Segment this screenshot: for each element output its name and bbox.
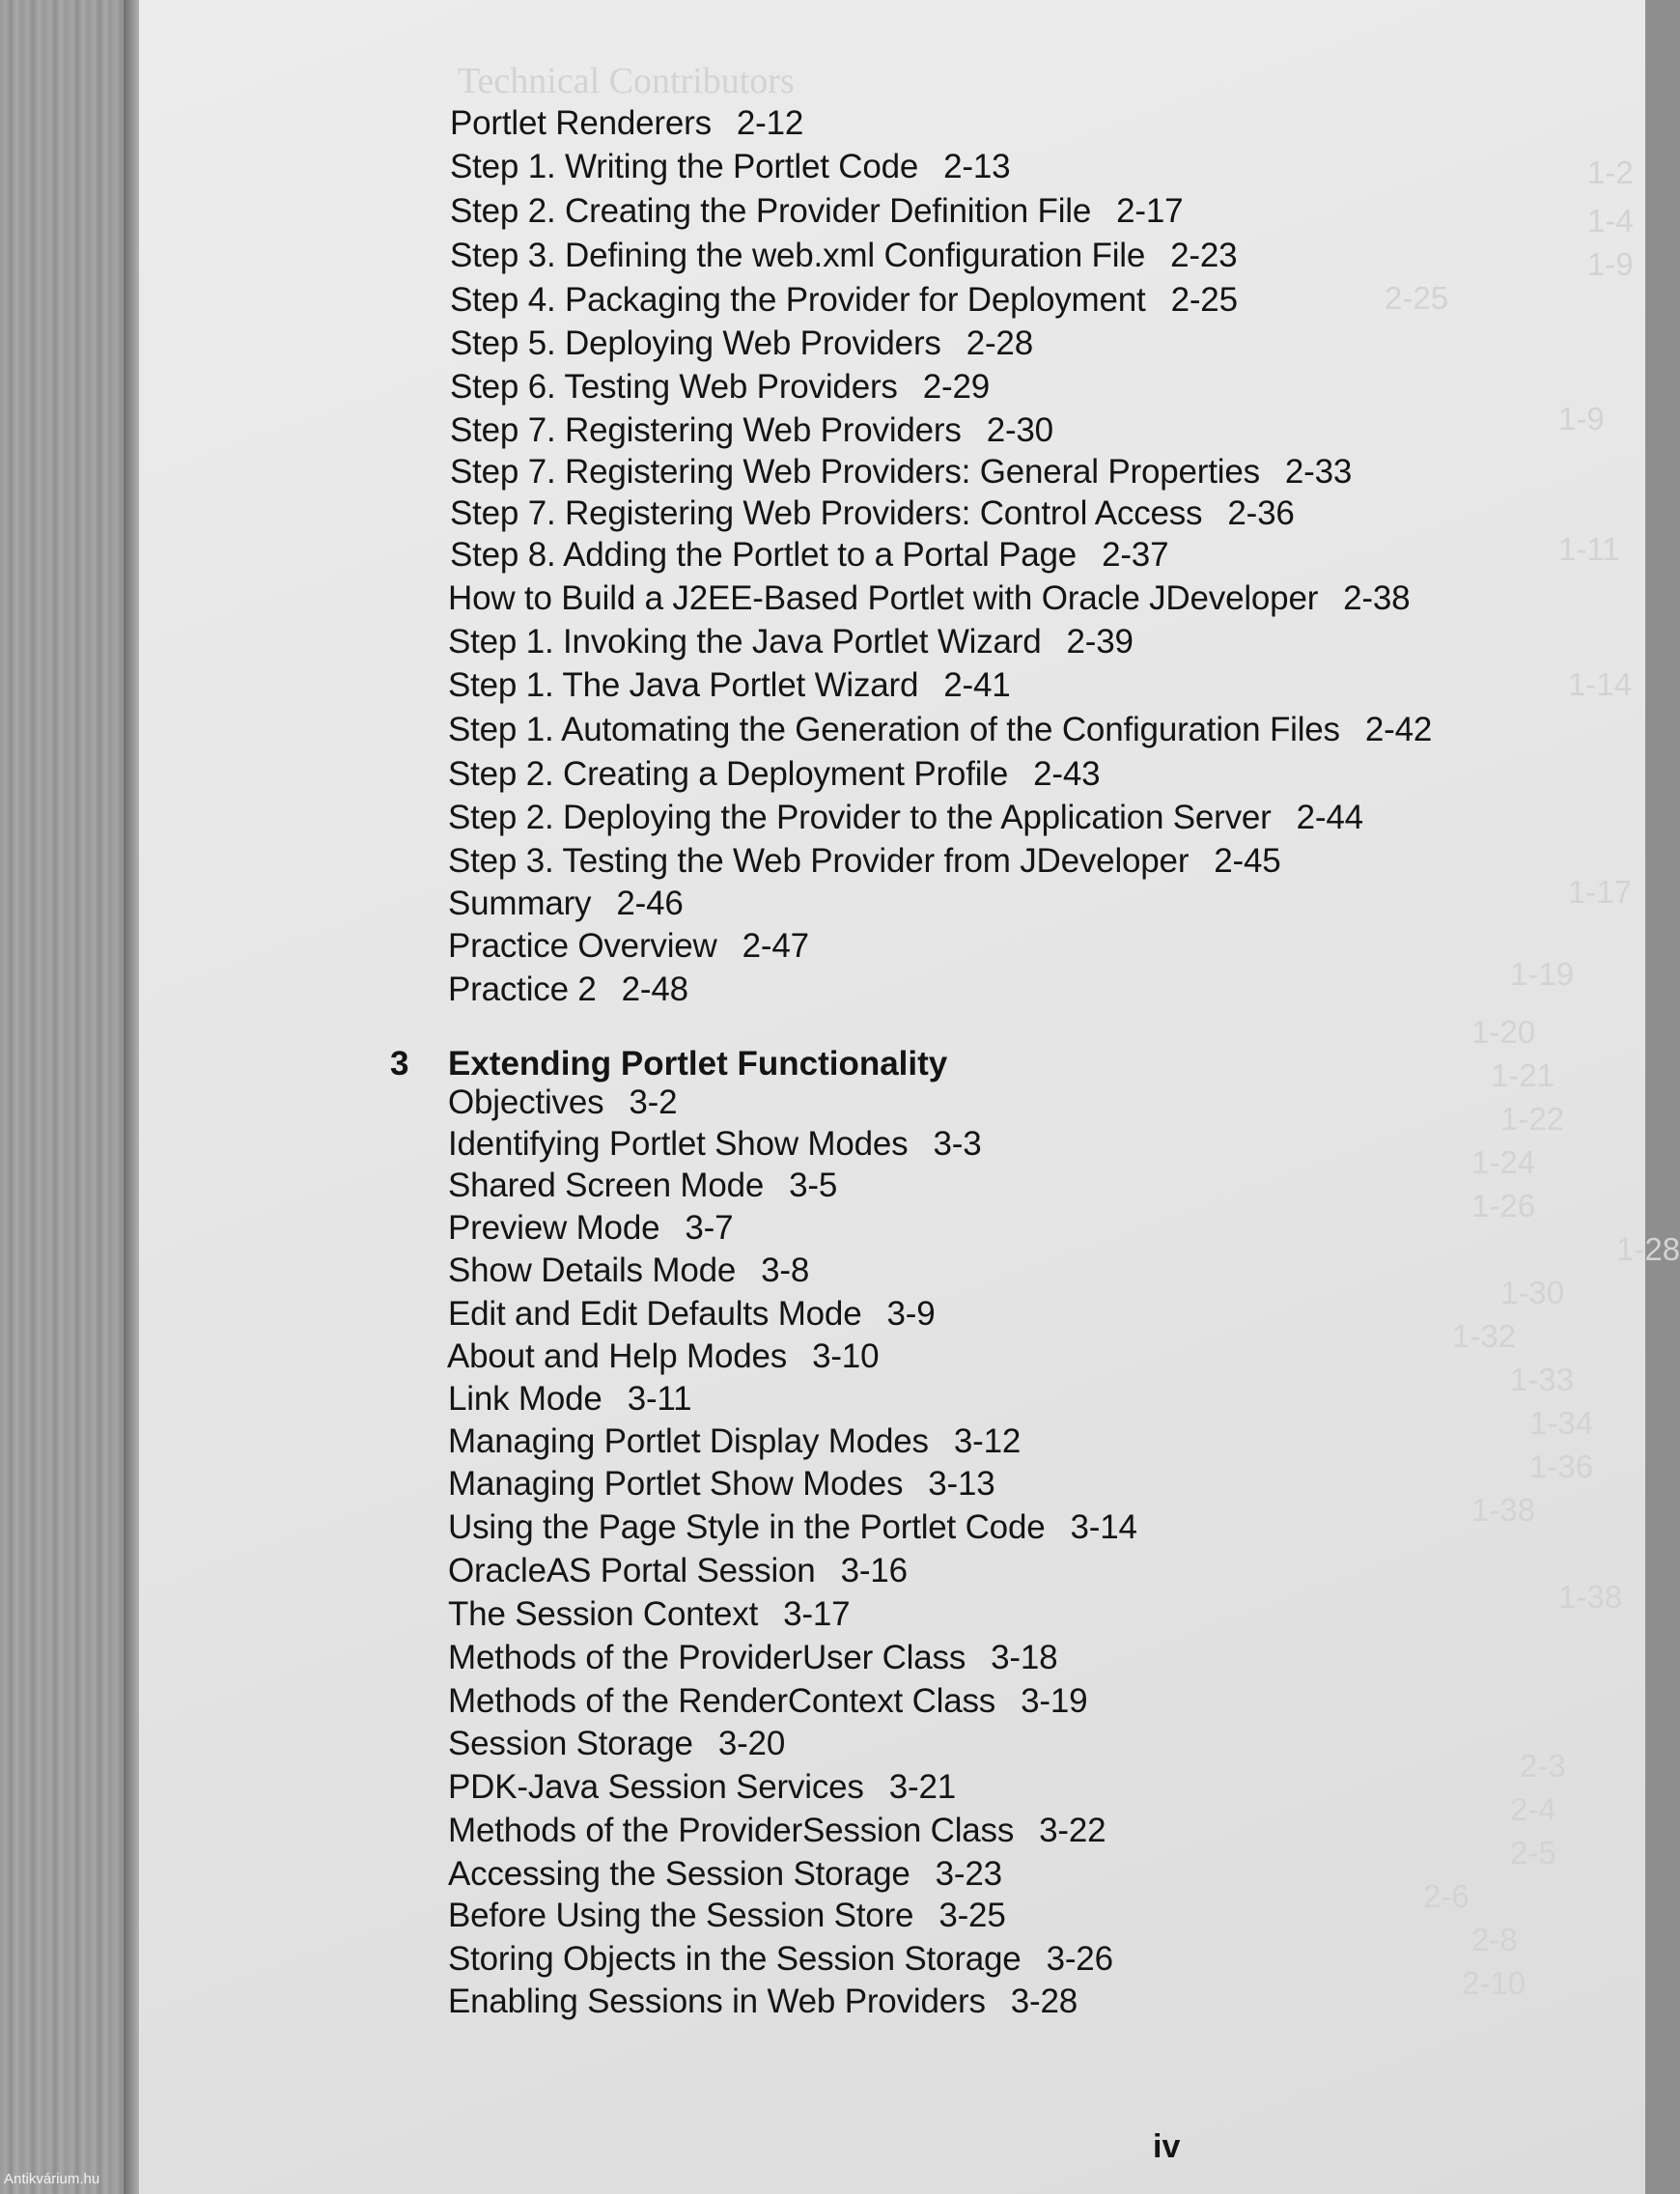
toc-entry-title: Step 2. Creating the Provider Definition File bbox=[450, 192, 1092, 230]
toc-entry-page: 3-7 bbox=[685, 1209, 734, 1247]
toc-entry-title: Step 4. Packaging the Provider for Deployment bbox=[450, 281, 1146, 319]
toc-entry bbox=[450, 494, 1295, 533]
toc-entry-title: Preview Mode bbox=[448, 1209, 660, 1247]
toc-entry-title: Methods of the RenderContext Class bbox=[448, 1682, 996, 1720]
toc-entry bbox=[450, 237, 1237, 275]
bleed-through-text: 1-2 bbox=[1587, 155, 1634, 190]
toc-entry-page: 2-29 bbox=[922, 368, 990, 406]
bleed-through-text: 1-19 bbox=[1510, 956, 1575, 992]
toc-entry-title: Before Using the Session Store bbox=[448, 1897, 914, 1934]
toc-entry-title: Step 8. Adding the Portlet to a Portal Page bbox=[450, 536, 1078, 574]
bleed-through-text: 1-38 bbox=[1471, 1492, 1536, 1528]
toc-entry-page: 3-5 bbox=[789, 1167, 838, 1204]
toc-entry bbox=[450, 368, 990, 407]
toc-entry-page: 2-42 bbox=[1364, 711, 1433, 748]
toc-entry-page: 2-23 bbox=[1170, 237, 1238, 274]
toc-entry bbox=[448, 1768, 956, 1807]
toc-entry-page: 2-13 bbox=[943, 148, 1011, 185]
toc-entry bbox=[450, 536, 1168, 575]
toc-entry-page: 3-18 bbox=[991, 1639, 1058, 1676]
toc-entry-page: 2-36 bbox=[1227, 494, 1295, 532]
table-of-contents bbox=[139, 0, 1645, 2194]
toc-entry bbox=[448, 1552, 908, 1590]
book-spine-gutter bbox=[0, 0, 135, 2194]
toc-entry-page: 2-28 bbox=[966, 324, 1033, 362]
toc-entry-title: Edit and Edit Defaults Mode bbox=[448, 1295, 862, 1333]
toc-entry bbox=[450, 324, 1033, 363]
toc-entry bbox=[448, 885, 684, 923]
toc-entry-title: Shared Screen Mode bbox=[448, 1167, 765, 1204]
toc-entry-title: Step 1. Automating the Generation of the Configuration Files bbox=[448, 711, 1340, 748]
toc-entry-page: 3-20 bbox=[717, 1725, 786, 1762]
toc-entry-title: Objectives bbox=[448, 1083, 604, 1121]
bleed-through-text: 1-30 bbox=[1500, 1275, 1565, 1310]
toc-entry bbox=[448, 1940, 1113, 1979]
toc-entry-page: 2-41 bbox=[943, 666, 1011, 704]
toc-entry-page: 3-19 bbox=[1021, 1682, 1088, 1720]
toc-entry-title: Session Storage bbox=[448, 1725, 693, 1762]
bleed-through-text: 1-34 bbox=[1529, 1405, 1594, 1441]
toc-entry-page: 3-25 bbox=[938, 1897, 1006, 1934]
toc-entry-page: 3-11 bbox=[627, 1380, 692, 1418]
toc-entry-title: Step 1. Writing the Portlet Code bbox=[450, 148, 919, 185]
toc-entry bbox=[448, 799, 1363, 837]
toc-entry-title: Step 2. Creating a Deployment Profile bbox=[448, 755, 1009, 793]
bleed-through-text: 1-9 bbox=[1587, 246, 1634, 282]
bleed-through-text: 2-3 bbox=[1520, 1748, 1566, 1784]
toc-entry-page: 2-25 bbox=[1170, 281, 1238, 319]
toc-entry bbox=[448, 1380, 691, 1419]
toc-entry-page: 2-44 bbox=[1296, 799, 1363, 836]
toc-entry-page: 2-38 bbox=[1343, 579, 1411, 617]
bleed-through-text: 1-21 bbox=[1491, 1057, 1555, 1093]
toc-entry-title: Enabling Sessions in Web Providers bbox=[448, 1983, 986, 2020]
toc-entry-title: About and Help Modes bbox=[447, 1337, 788, 1375]
bleed-through-text: 1-17 bbox=[1568, 874, 1633, 910]
bleed-through-text: 1-14 bbox=[1568, 666, 1633, 702]
bleed-through-text: 2-5 bbox=[1510, 1835, 1556, 1871]
toc-entry bbox=[448, 1422, 1021, 1461]
toc-entry-title: Step 7. Registering Web Providers bbox=[450, 411, 962, 449]
toc-entry bbox=[448, 1508, 1137, 1547]
toc-entry-page: 2-12 bbox=[736, 104, 804, 142]
bleed-through-text: 1-36 bbox=[1529, 1449, 1594, 1484]
bleed-through-text: Technical Contributors bbox=[458, 61, 795, 101]
toc-entry-title: Accessing the Session Storage bbox=[448, 1855, 910, 1893]
toc-entry-page: 3-8 bbox=[761, 1252, 810, 1289]
toc-entry bbox=[450, 192, 1183, 231]
toc-entry-title: Using the Page Style in the Portlet Code bbox=[448, 1508, 1046, 1546]
toc-entry-title: Step 3. Defining the web.xml Configuration File bbox=[450, 237, 1146, 274]
toc-entry bbox=[448, 711, 1432, 749]
toc-entry-page: 2-43 bbox=[1033, 755, 1101, 793]
toc-entry bbox=[450, 104, 803, 143]
watermark: Antikvárium.hu bbox=[4, 2171, 100, 2187]
toc-entry-page: 2-46 bbox=[616, 885, 684, 922]
toc-entry bbox=[448, 1639, 1057, 1677]
toc-entry-title: Step 2. Deploying the Provider to the Application Server bbox=[448, 799, 1272, 836]
toc-entry-page: 2-37 bbox=[1102, 536, 1169, 574]
toc-entry-page: 3-13 bbox=[928, 1465, 995, 1503]
bleed-through-text: 1-32 bbox=[1452, 1318, 1517, 1354]
toc-entry-page: 3-9 bbox=[886, 1295, 936, 1333]
toc-entry-title: Step 6. Testing Web Providers bbox=[450, 368, 898, 406]
toc-entry-title: Managing Portlet Show Modes bbox=[448, 1465, 904, 1503]
toc-entry-title: PDK-Java Session Services bbox=[448, 1768, 864, 1806]
toc-entry-page: 3-22 bbox=[1039, 1812, 1106, 1849]
bleed-through-text: 1-20 bbox=[1471, 1014, 1536, 1050]
toc-entry bbox=[448, 666, 1011, 705]
toc-entry-page: 3-10 bbox=[812, 1337, 880, 1375]
bleed-through-text: 1-28 bbox=[1616, 1231, 1680, 1267]
bleed-through-text: 1-4 bbox=[1587, 203, 1634, 239]
toc-entry-title: Step 5. Deploying Web Providers bbox=[450, 324, 941, 362]
toc-entry bbox=[448, 1465, 995, 1504]
toc-entry bbox=[448, 1167, 837, 1205]
toc-entry-page: 3-3 bbox=[933, 1125, 982, 1163]
toc-entry-title: Practice Overview bbox=[448, 927, 717, 965]
bleed-through-text: 1-33 bbox=[1510, 1362, 1575, 1397]
toc-entry-page: 3-26 bbox=[1046, 1940, 1113, 1978]
toc-entry-page: 3-21 bbox=[888, 1768, 956, 1806]
toc-entry bbox=[448, 1855, 1002, 1894]
toc-entry bbox=[450, 281, 1238, 320]
toc-entry-page: 3-17 bbox=[783, 1595, 851, 1633]
toc-entry-title: Methods of the ProviderSession Class bbox=[448, 1812, 1015, 1849]
toc-entry bbox=[448, 1983, 1078, 2021]
bleed-through-text: 2-4 bbox=[1510, 1791, 1556, 1827]
toc-entry-page: 3-14 bbox=[1070, 1508, 1137, 1546]
bleed-through-text: 1-38 bbox=[1558, 1579, 1623, 1615]
toc-entry bbox=[448, 1295, 935, 1334]
toc-entry-page: 2-45 bbox=[1214, 842, 1281, 880]
toc-entry-title: Step 7. Registering Web Providers: Control Access bbox=[450, 494, 1203, 532]
bleed-through-text: 1-24 bbox=[1471, 1144, 1536, 1180]
toc-entry-page: 2-48 bbox=[621, 970, 688, 1008]
toc-entry-title: OracleAS Portal Session bbox=[448, 1552, 816, 1589]
toc-entry-title: Practice 2 bbox=[448, 970, 597, 1008]
toc-entry-title: Link Mode bbox=[448, 1380, 602, 1418]
toc-entry-title: How to Build a J2EE-Based Portlet with Oracle JDeveloper bbox=[448, 579, 1319, 617]
toc-entry bbox=[448, 623, 1134, 661]
toc-entry bbox=[448, 1682, 1087, 1721]
bleed-through-text: 1-9 bbox=[1558, 401, 1605, 436]
toc-entry-title: Identifying Portlet Show Modes bbox=[448, 1125, 909, 1163]
toc-entry bbox=[448, 1252, 809, 1290]
chapter-number: 3 bbox=[390, 1045, 409, 1083]
toc-entry-title: Step 3. Testing the Web Provider from JDeveloper bbox=[448, 842, 1190, 880]
bleed-through-text: 1-26 bbox=[1471, 1188, 1536, 1224]
bleed-through-text: 2-8 bbox=[1471, 1922, 1518, 1957]
bleed-through-text: 2-6 bbox=[1423, 1878, 1470, 1914]
toc-entry-page: 2-33 bbox=[1284, 453, 1353, 491]
toc-entry-title: Storing Objects in the Session Storage bbox=[448, 1940, 1022, 1978]
toc-entry bbox=[448, 1725, 785, 1763]
toc-entry bbox=[448, 927, 809, 966]
toc-entry-title: Managing Portlet Display Modes bbox=[448, 1422, 929, 1460]
toc-entry-page: 3-23 bbox=[935, 1855, 1002, 1893]
toc-entry bbox=[448, 1812, 1106, 1850]
toc-entry bbox=[448, 1125, 981, 1164]
bleed-through-text: 1-11 bbox=[1558, 531, 1620, 567]
toc-entry-title: Step 7. Registering Web Providers: General Properties bbox=[450, 453, 1260, 491]
page-folio: iv bbox=[1153, 2128, 1181, 2165]
toc-page bbox=[139, 0, 1680, 2194]
bleed-through-text: 1-22 bbox=[1500, 1101, 1565, 1137]
toc-entry-title: Summary bbox=[448, 885, 592, 922]
toc-entry-title: Step 1. Invoking the Java Portlet Wizard bbox=[448, 623, 1042, 661]
toc-entry-page: 2-47 bbox=[742, 927, 809, 965]
toc-entry-page: 2-30 bbox=[986, 411, 1053, 449]
toc-entry bbox=[448, 970, 688, 1009]
toc-entry bbox=[448, 1595, 850, 1634]
toc-entry bbox=[450, 453, 1352, 492]
toc-entry-page: 3-16 bbox=[840, 1552, 908, 1589]
toc-entry-page: 3-28 bbox=[1010, 1983, 1078, 2020]
toc-entry-page: 2-17 bbox=[1116, 192, 1184, 230]
toc-entry-title: Methods of the ProviderUser Class bbox=[448, 1639, 966, 1676]
toc-entry-title: Portlet Renderers bbox=[450, 104, 712, 142]
bleed-through-text: 2-10 bbox=[1462, 1965, 1526, 2001]
toc-entry bbox=[450, 411, 1053, 450]
bleed-through-text: 2-25 bbox=[1385, 280, 1449, 316]
toc-entry bbox=[448, 755, 1100, 794]
toc-entry-page: 3-12 bbox=[953, 1422, 1022, 1460]
toc-entry-page: 3-2 bbox=[629, 1083, 678, 1121]
chapter-title: Extending Portlet Functionality bbox=[448, 1045, 948, 1083]
toc-entry bbox=[448, 1083, 677, 1122]
toc-entry-page: 2-39 bbox=[1066, 623, 1134, 661]
toc-entry bbox=[450, 148, 1010, 186]
toc-entry bbox=[447, 1337, 879, 1376]
toc-entry-title: Show Details Mode bbox=[448, 1252, 737, 1289]
toc-entry bbox=[448, 1897, 1006, 1935]
toc-entry-title: The Session Context bbox=[448, 1595, 759, 1633]
toc-entry-title: Step 1. The Java Portlet Wizard bbox=[448, 666, 919, 704]
toc-entry bbox=[448, 1209, 733, 1248]
toc-entry bbox=[448, 842, 1281, 881]
toc-entry bbox=[448, 579, 1410, 618]
